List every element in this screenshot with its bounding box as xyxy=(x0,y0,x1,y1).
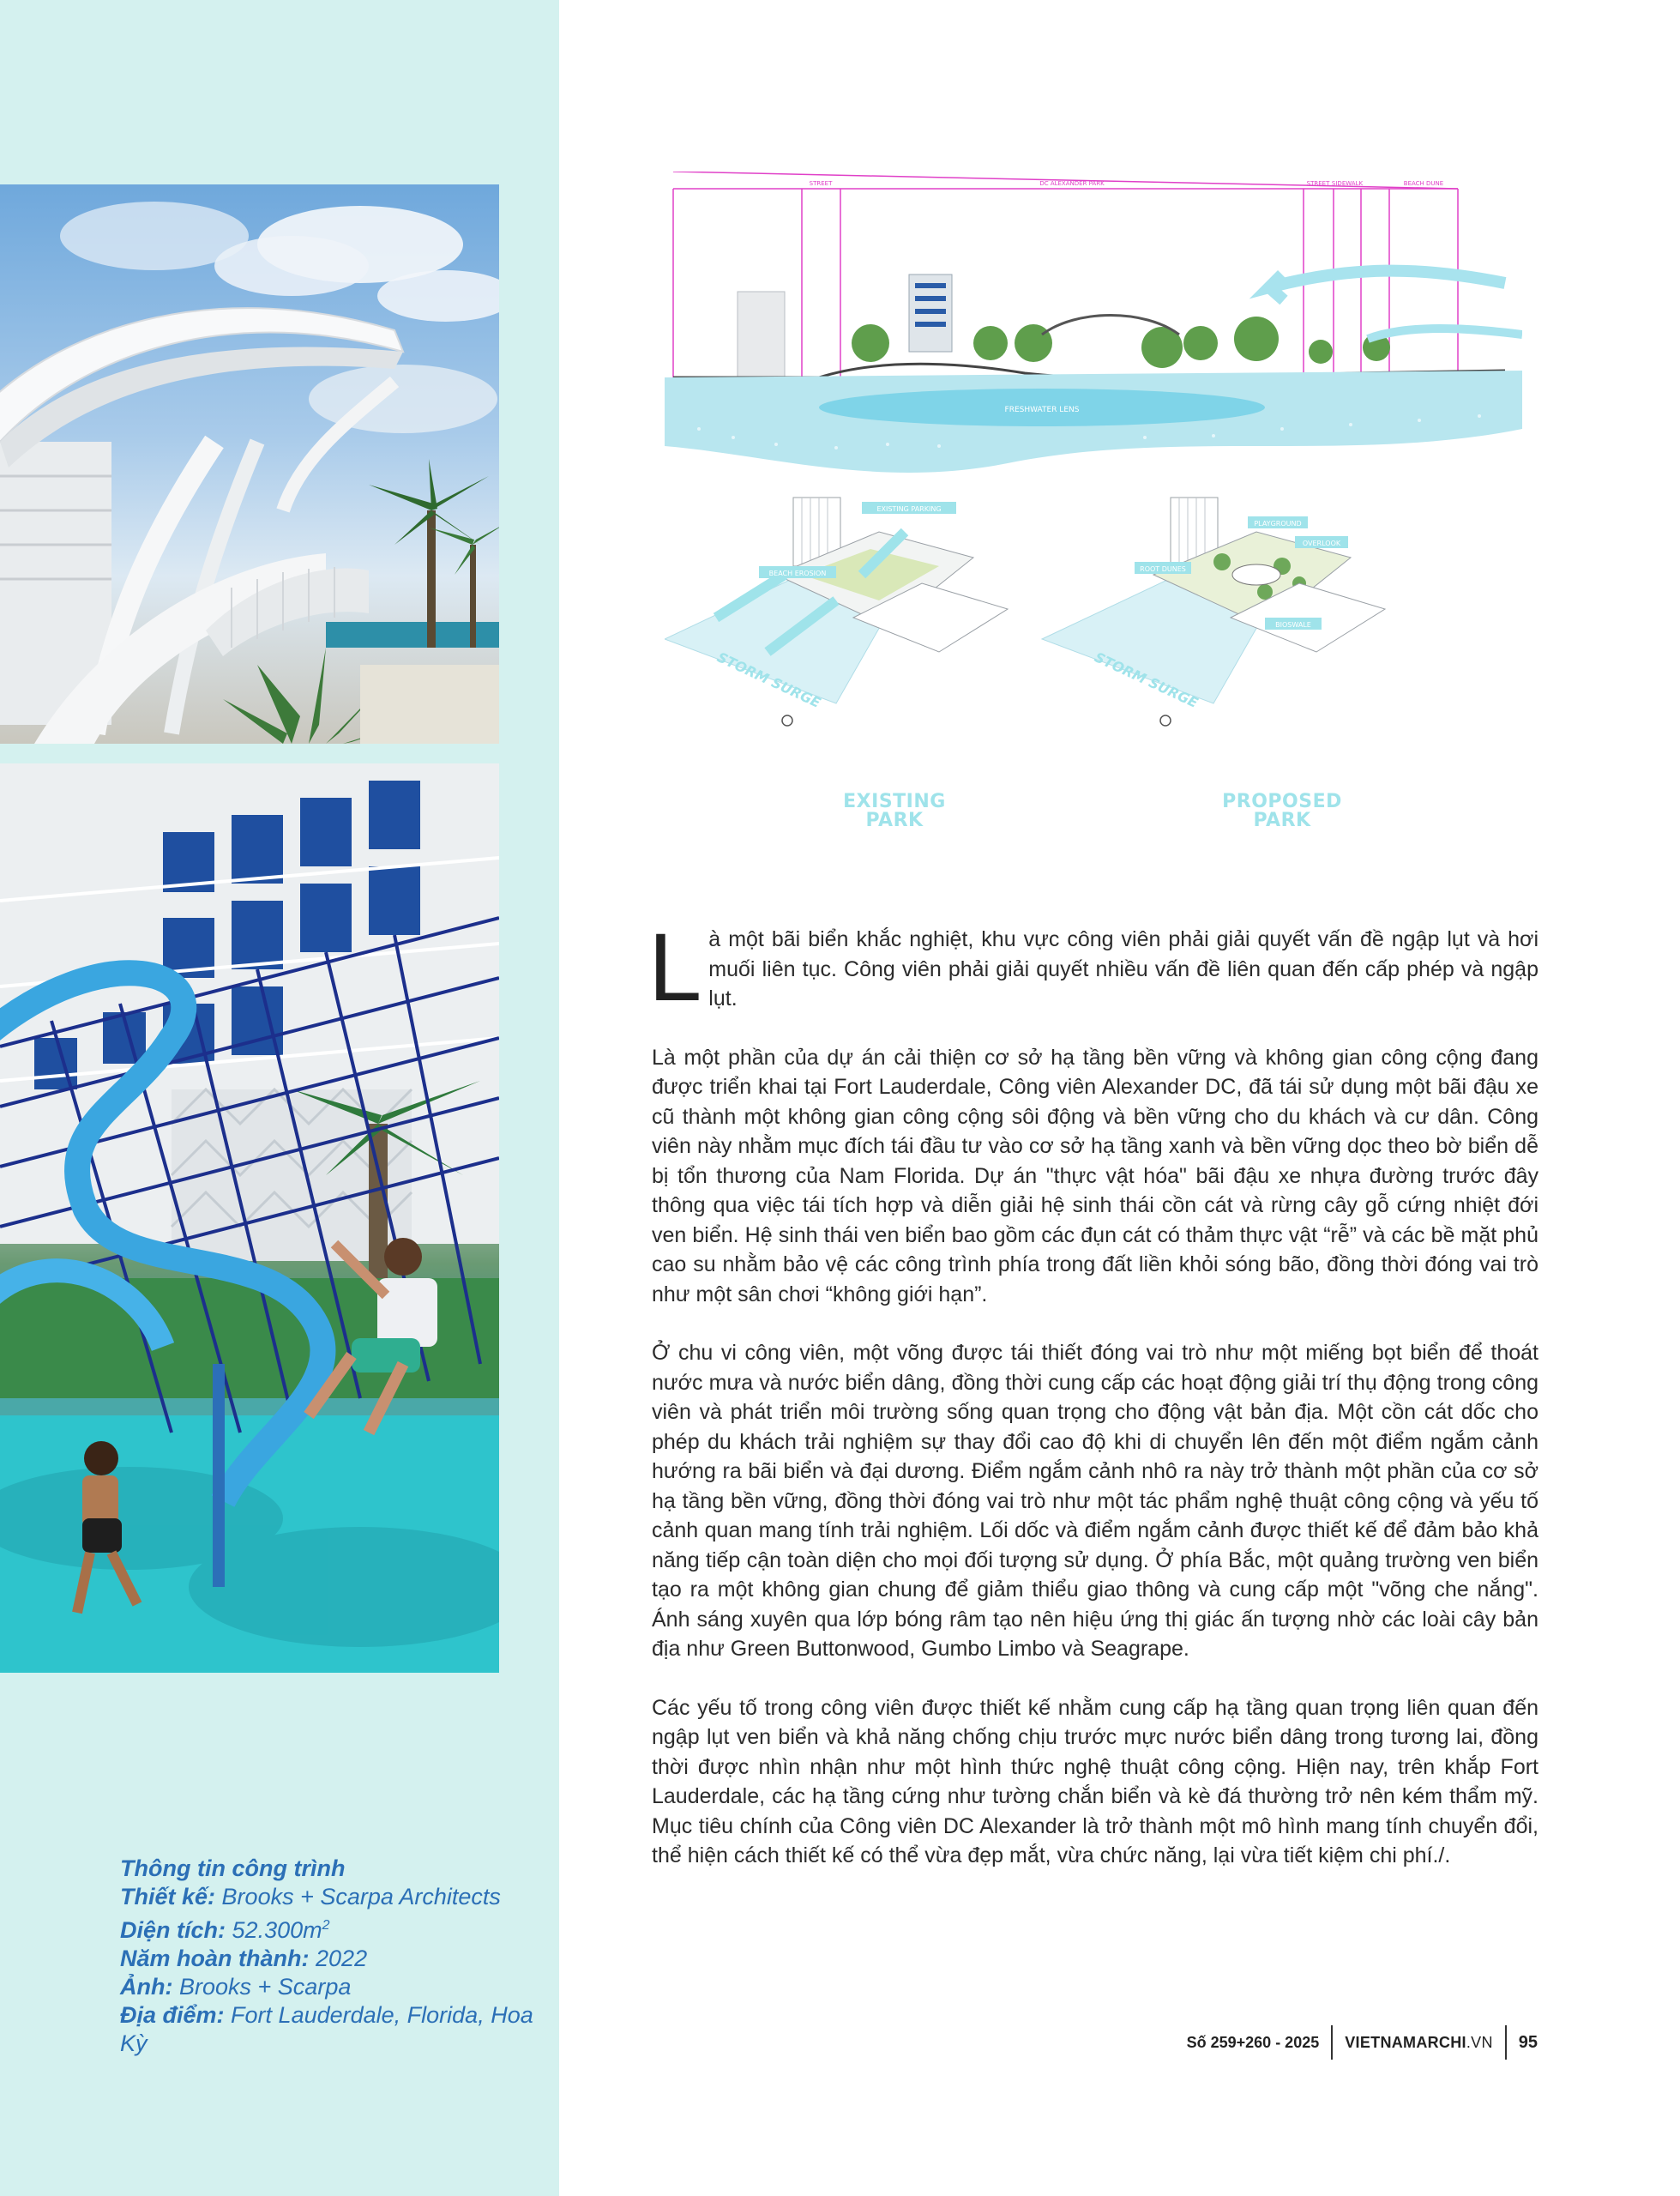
project-info-photo xyxy=(120,1973,566,2001)
article-paragraph-1-text: à một bãi biển khắc nghiệt, khu vực công viên phải giải quyết vấn đề ngập lụt và hơi muối liên tục. Công viên phải giải quyết nhiều vấn đề liên quan đến cấp phép và ngập lụt. xyxy=(708,927,1538,1011)
section-label-right3: BEACH DUNE xyxy=(1403,180,1444,187)
article-paragraph-1 xyxy=(648,914,1538,1021)
article-body xyxy=(648,914,1538,1900)
article-paragraph-2: Là một phần của dự án cải thiện cơ sở hạ tầng bền vững và không gian công cộng đang được triển khai tại Fort Lauderdale, Công viên Alexander DC, đã tái sử dụng một bãi đậu xe cũ thành một không gian công cộng sôi động và bền vững cho du khách và cư dân. Công viên này nhằm mục đích tái đầu tư vào cơ sở hạ tầng xanh và bền vững dọc theo bờ biển dễ bị tổn thương của Nam Florida. Dự án "thực vật hóa" bãi đậu xe nhựa đường trước đây thông qua việc tái tích hợp và diễn giải hệ sinh thái cồn cát và rừng cây gỗ cứng nhiệt đới ven biển. Hệ sinh thái ven biển bao gồm các đụn cát có thảm thực vật “rễ” và các bề mặt phủ cao su nhằm bảo vệ các công trình phía trong đất liền khỏi sóng bão, đồng thời đóng vai trò như một sân chơi “không giới hạn”. xyxy=(652,1045,1538,1306)
project-info xyxy=(120,1855,566,2058)
proposed-tag-root-dunes: ROOT DUNES xyxy=(1140,565,1186,573)
proposed-park-title-line1: PROPOSED xyxy=(1222,791,1342,812)
photo-playground-net xyxy=(0,763,499,1673)
existing-park-title-line1: EXISTING xyxy=(843,791,946,812)
photo-canopy-overlook xyxy=(0,184,499,744)
photo-value: Brooks + Scarpa xyxy=(179,1974,352,2000)
project-info-year xyxy=(120,1945,566,1973)
section-label-left: STREET xyxy=(809,180,833,187)
year-label: Năm hoàn thành: xyxy=(120,1946,310,1971)
project-info-title: Thông tin công trình xyxy=(120,1855,346,1881)
proposed-tag-overlook: OVERLOOK xyxy=(1302,540,1341,547)
proposed-tag-bioswale: BIOSWALE xyxy=(1275,621,1311,629)
section-label-right2: SIDEWALK xyxy=(1331,180,1364,187)
photo-label: Ảnh: xyxy=(120,1974,173,2000)
proposed-park-title-line2: PARK xyxy=(1253,810,1311,831)
proposed-park-title xyxy=(1213,793,1351,830)
footer-divider xyxy=(1331,2025,1333,2060)
brand-main: VIETNAMARCHI xyxy=(1345,2033,1466,2051)
issue-number: Số 259+260 - 2025 xyxy=(1186,2033,1320,2051)
project-info-design xyxy=(120,1883,566,1911)
area-label: Diện tích: xyxy=(120,1917,226,1943)
section-label-main: DC ALEXANDER PARK xyxy=(1039,180,1105,187)
diagram-section-and-axonometric xyxy=(665,172,1522,841)
drop-cap: L xyxy=(648,914,702,1021)
location-label: Địa điểm: xyxy=(120,2002,225,2028)
design-value: Brooks + Scarpa Architects xyxy=(221,1884,501,1909)
year-value: 2022 xyxy=(316,1946,368,1971)
article-paragraph-4: Các yếu tố trong công viên được thiết kế nhằm cung cấp hạ tầng quan trọng liên quan đến ngập lụt ven biển và khả năng chống chịu trước mực nước biển dâng trong tương lai, đồng thời được nhìn nhận như một hình thức nghệ thuật công cộng. Hiện nay, trên khắp Fort Lauderdale, các hạ tầng cứng như tường chắn biển và kè đá thường trở nên kém thẩm mỹ. Mục tiêu chính của Công viên DC Alexander là trở thành một mô hình mang tính chuyển đổi, thể hiện cách thiết kế có thể vừa đẹp mắt, vừa chức năng, lại vừa tiết kiệm chi phí./. xyxy=(652,1695,1538,1867)
page-footer xyxy=(1187,2030,1538,2055)
area-value: 52.300m xyxy=(232,1917,322,1943)
area-unit-superscript: 2 xyxy=(322,1918,330,1933)
brand-name xyxy=(1345,2034,1493,2052)
page-number: 95 xyxy=(1518,2032,1538,2052)
existing-tag-erosion: BEACH EROSION xyxy=(768,570,827,577)
article-paragraph-3: Ở chu vi công viên, một võng được tái thiết đóng vai trò như một miếng bọt biển để thoát nước mưa và nước biển dâng, đồng thời cung cấp các hoạt động giải trí thụ động trong công viên và phát triển môi trường sống quan trọng cho động vật bản địa. Một cồn cát dốc cho phép du khách trải nghiệm sự thay đổi cao độ khi di chuyển lên đến một điểm ngắm cảnh hướng ra bãi biển và đại dương. Điểm ngắm cảnh nhô ra này trở thành một phần của cơ sở hạ tầng bền vững, đồng thời đóng vai trò như một tác phẩm nghệ thuật công cộng và yếu tố cảnh quan mang tính trải nghiệm. Lối dốc và điểm ngắm cảnh được thiết kế để đảm bảo khả năng tiếp cận toàn diện cho mọi đối tượng sử dụng. Ở phía Bắc, một quảng trường ven biển tạo ra một không gian chung để giảm thiểu giao thông và cung cấp một "võng che nắng". Ánh sáng xuyên qua lớp bóng râm tạo nên hiệu ứng thị giác ấn tượng nhờ các loài cây bản địa như Green Buttonwood, Gumbo Limbo và Seagrape. xyxy=(652,1341,1538,1661)
design-label: Thiết kế: xyxy=(120,1884,216,1909)
location-value: Fort Lauderdale, Florida, Hoa Kỳ xyxy=(120,2002,533,2056)
project-info-location xyxy=(120,2001,566,2058)
existing-park-title-line2: PARK xyxy=(865,810,924,831)
footer-divider-2 xyxy=(1505,2025,1507,2060)
existing-storm-surge: STORM SURGE xyxy=(714,649,823,711)
brand-suffix: .VN xyxy=(1466,2033,1493,2051)
proposed-storm-surge: STORM SURGE xyxy=(1092,649,1201,711)
section-label-right1: STREET xyxy=(1306,180,1330,187)
freshwater-label: FRESHWATER LENS xyxy=(1004,406,1080,414)
existing-park-title xyxy=(834,793,954,830)
existing-tag-parking: EXISTING PARKING xyxy=(876,505,942,513)
proposed-tag-playground: PLAYGROUND xyxy=(1254,520,1302,528)
project-info-area xyxy=(120,1911,566,1945)
